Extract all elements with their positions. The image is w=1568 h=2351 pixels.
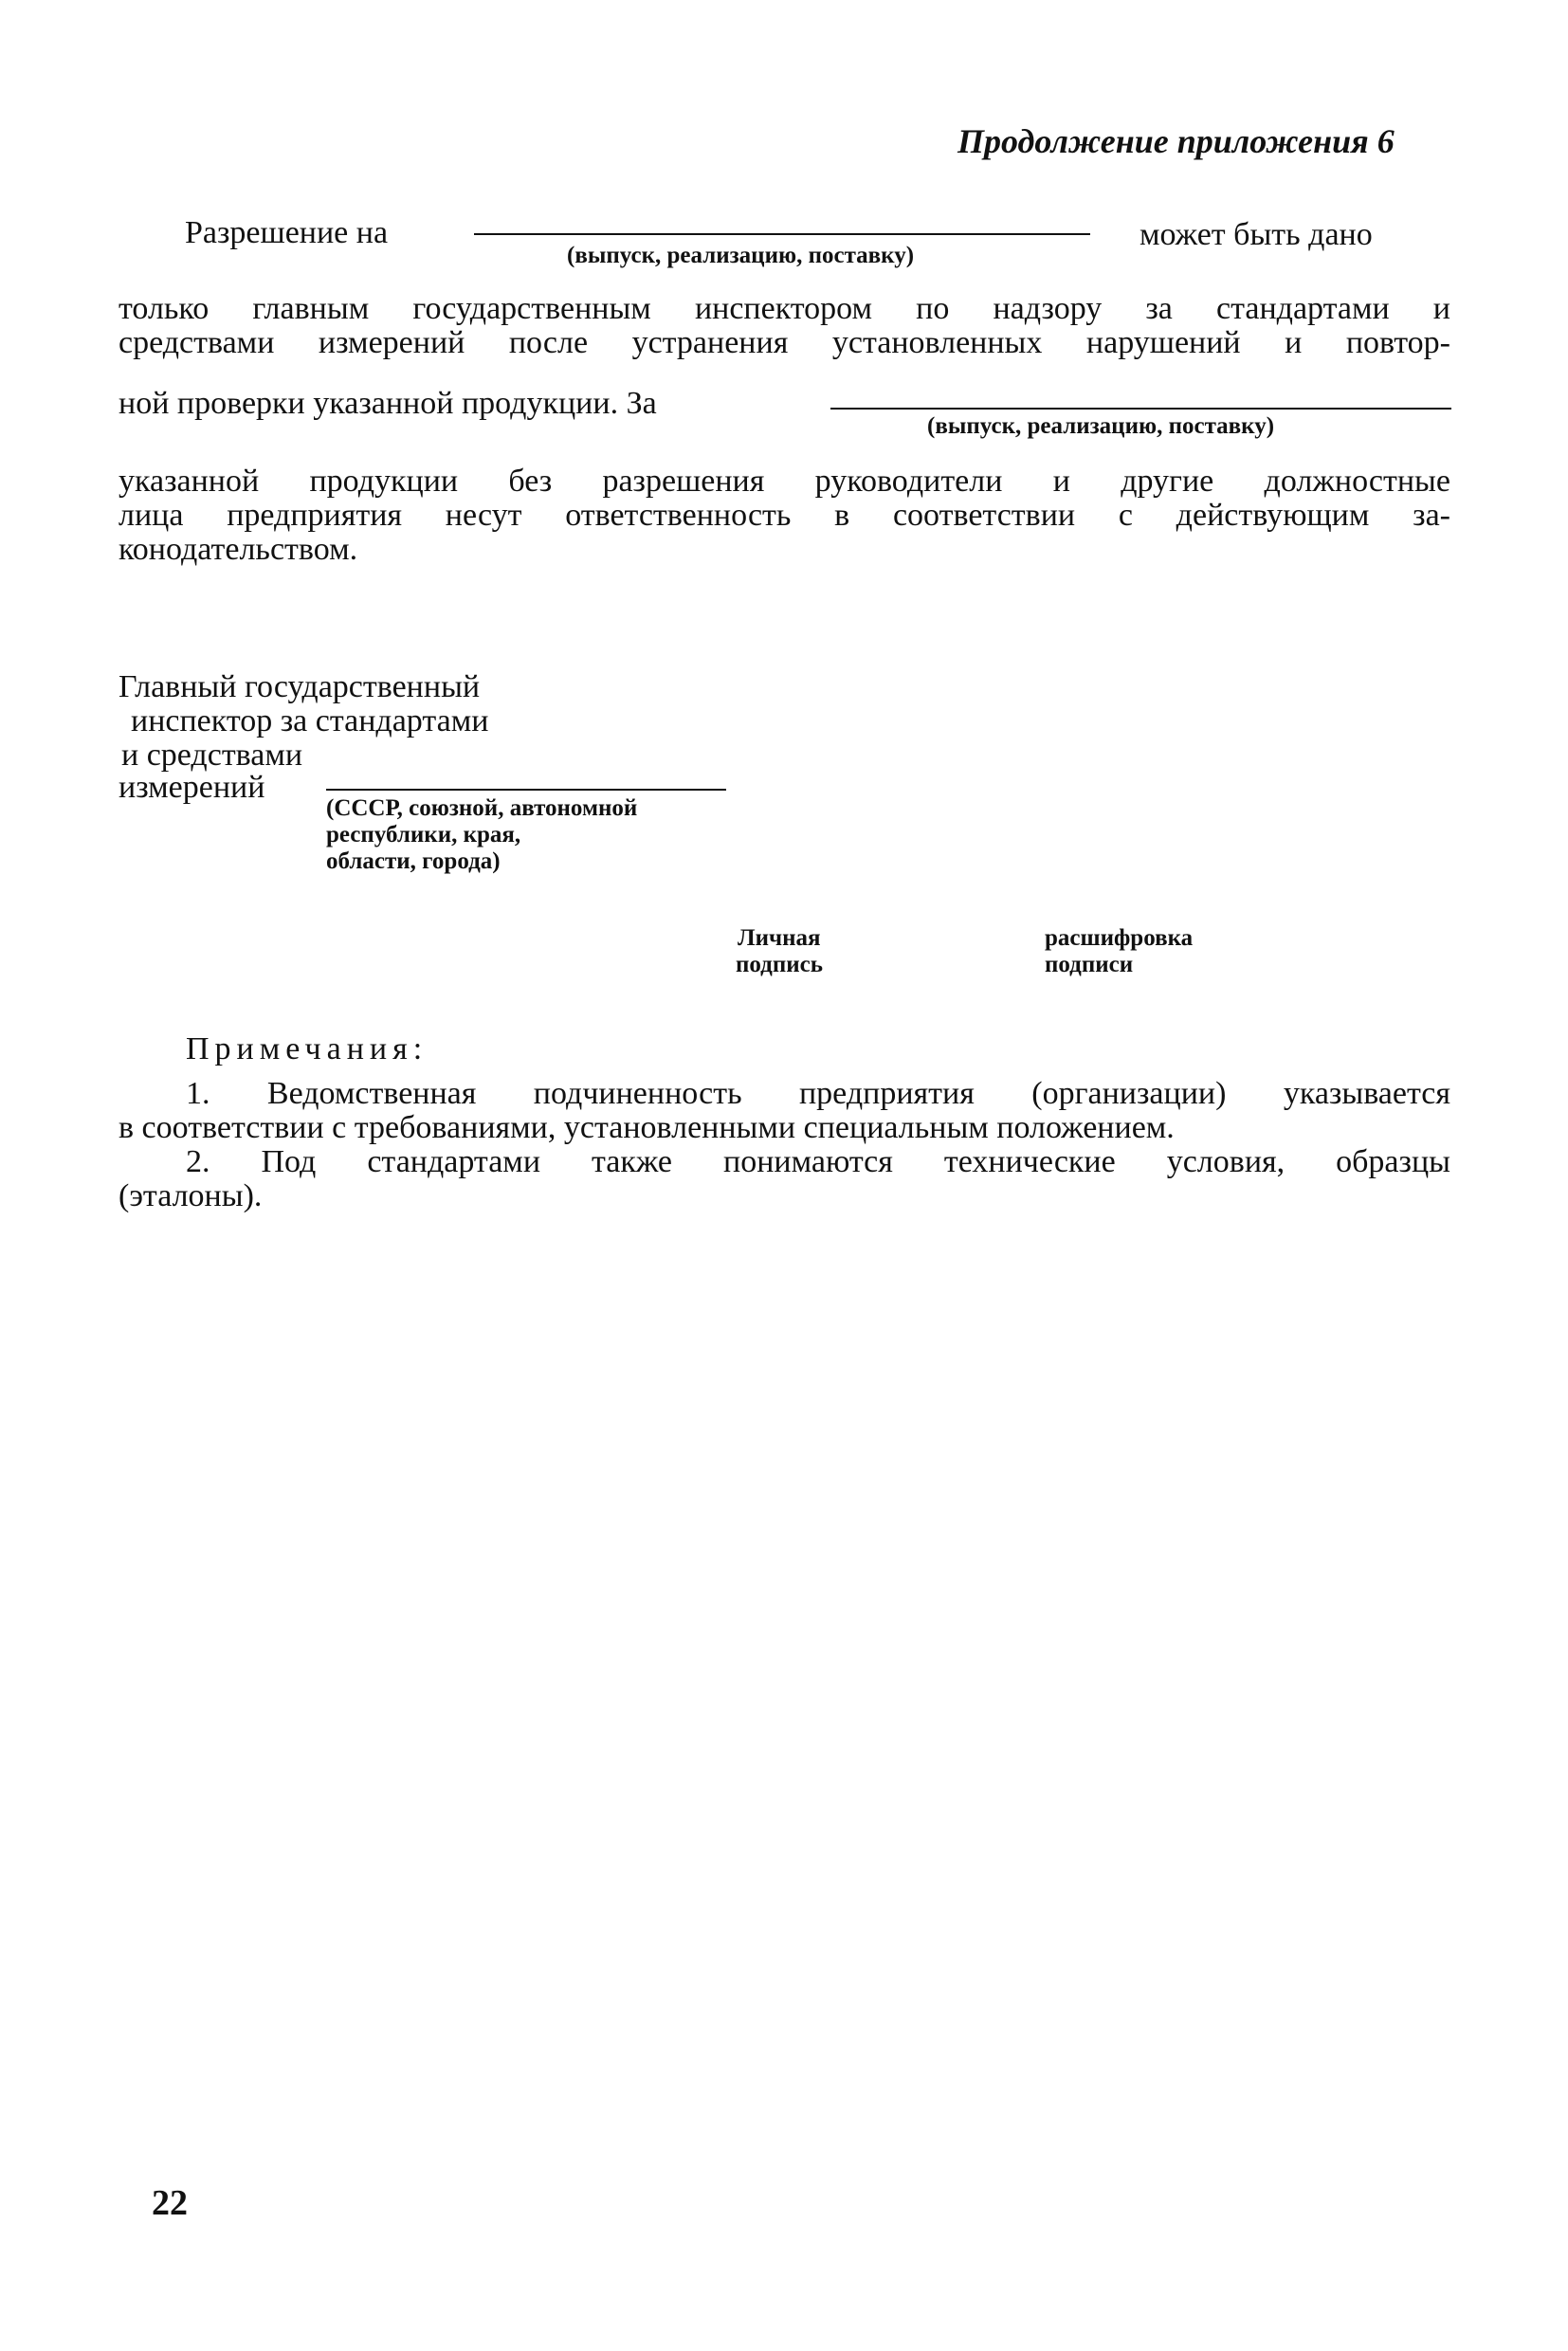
permission-line-7: конодательством. [119, 532, 358, 567]
personal-signature-1: Личная [738, 925, 821, 951]
permission-line-3: средствами измерений после устранения установленных нарушений и повтор- [119, 325, 1450, 360]
inspector-title-2: инспектор за стандартами [131, 703, 489, 738]
permission-after: может быть дано [1140, 217, 1373, 252]
personal-signature-2: подпись [736, 952, 823, 977]
inspector-title-1: Главный государственный [119, 669, 481, 704]
permission-line-6: лица предприятия несут ответственность в соответствии с действующим за- [119, 498, 1450, 533]
signature-decode-1: расшифровка [1045, 925, 1194, 951]
continuation-header: Продолжение приложения 6 [957, 122, 1395, 160]
fill-caption-1: (выпуск, реализацию, поставку) [567, 243, 915, 268]
permission-lead: Разрешение на [185, 215, 389, 250]
inspector-title-4: измерений [119, 770, 265, 805]
region-caption-2: республики, края, [326, 822, 521, 847]
page-number: 22 [152, 2183, 188, 2223]
region-fill-line [326, 789, 726, 791]
permission-line-4: ной проверки указанной продукции. За [119, 386, 657, 421]
fill-caption-2: (выпуск, реализацию, поставку) [927, 413, 1275, 439]
inspector-title-3: и средствами [121, 738, 303, 773]
note-2-line-2: (эталоны). [119, 1178, 263, 1213]
fill-line-2 [830, 408, 1451, 410]
signature-decode-2: подписи [1045, 952, 1134, 977]
notes-title: Примечания: [186, 1031, 428, 1066]
note-1-line-1: 1. Ведомственная подчиненность предприятия (организации) указывается [186, 1076, 1450, 1111]
fill-line-1 [474, 233, 1090, 235]
permission-line-5: указанной продукции без разрешения руководители и другие должностные [119, 464, 1450, 499]
region-caption-3: области, города) [326, 848, 501, 874]
note-2-line-1: 2. Под стандартами также понимаются технические условия, образцы [186, 1144, 1450, 1179]
note-1-line-2: в соответствии с требованиями, установленными специальным положением. [119, 1110, 1175, 1145]
region-caption-1: (СССР, союзной, автономной [326, 795, 638, 821]
permission-line-2: только главным государственным инспектором по надзору за стандартами и [119, 291, 1450, 326]
